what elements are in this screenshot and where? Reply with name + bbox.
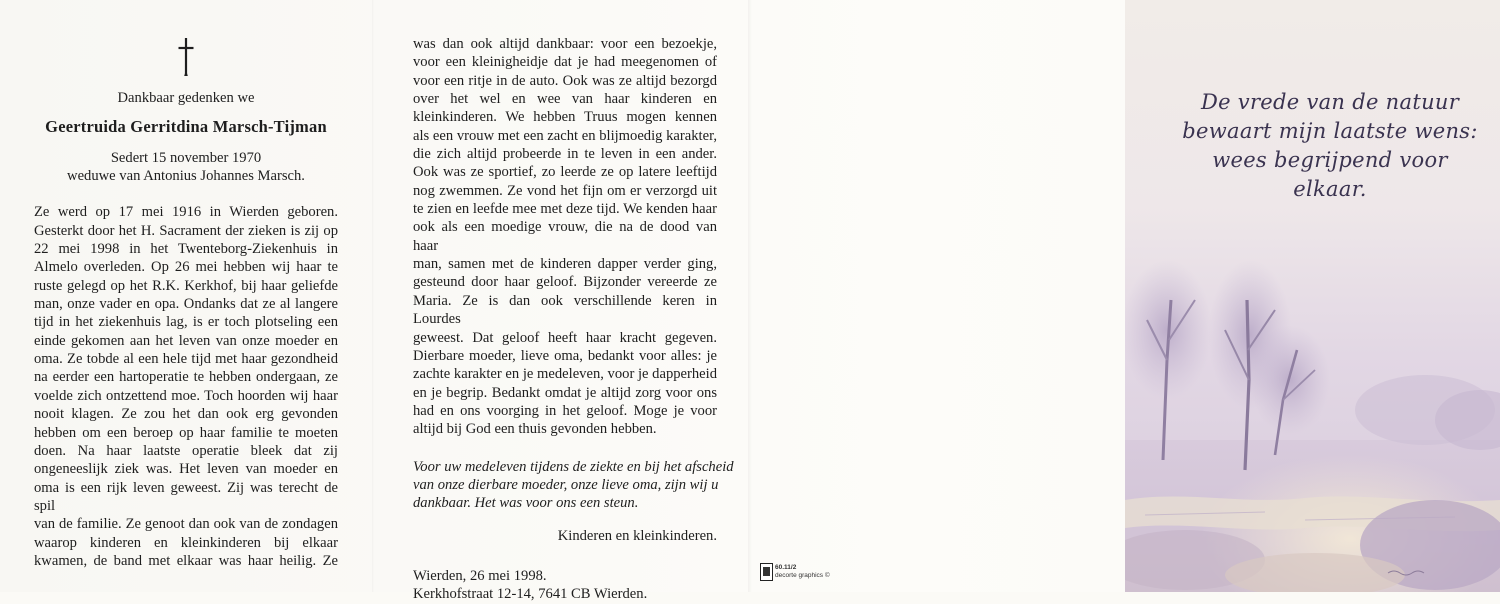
text-line: geweest. Dat geloof heeft haar kracht gegeven. (413, 329, 717, 346)
text-line: voor een ritje in de auto. Ook was ze altijd bezorgd (413, 72, 717, 89)
text-line: als een vrouw met een zacht en blijmoedig karakter, (413, 127, 717, 144)
left-panel (34, 89, 338, 570)
biography-text (34, 203, 338, 570)
text-line: voelde zich ontzettend moe. Toch hoorden wij haar (34, 387, 338, 404)
text-line: Ze werd op 17 mei 1916 in Wierden geboren. (34, 204, 338, 221)
signature: Kinderen en kleinkinderen. (557, 527, 717, 544)
address: Kerkhofstraat 12-14, 7641 CB Wierden. (413, 586, 648, 603)
intro-text: Dankbaar gedenken we (117, 90, 255, 106)
printer-code: 60.11/2 (775, 564, 797, 571)
text-line: over het wel en wee van haar kinderen en (413, 91, 717, 108)
printer-logo (760, 562, 840, 582)
cross-icon (176, 37, 196, 77)
text-line: man, samen met de kinderen dapper verder ging, (413, 256, 717, 273)
text-line: Almelo overleden. Op 26 mei hebben wij haar te (34, 259, 338, 276)
text-line: van de familie. Ze genoot dan ook van de zondagen (34, 516, 338, 533)
text-line: Dierbare moeder, lieve oma, bedankt voor alles: je (413, 347, 717, 364)
status-line: weduwe van Antonius Johannes Marsch. (67, 168, 305, 185)
text-line: ongeneeslijk ziek was. Het leven van moeder en (34, 461, 338, 478)
middle-panel (413, 35, 734, 604)
text-line: man, onze vader en opa. Ondanks dat ze al langere (34, 296, 338, 313)
poem-line: wees begrijpend voor elkaar. (1212, 148, 1448, 201)
biography-text (413, 35, 717, 439)
printer-brand: decorte graphics © (775, 572, 830, 579)
place-date: Wierden, 26 mei 1998. (413, 567, 547, 584)
text-line: Gesterkt door het H. Sacrament der zieken is zij op (34, 222, 338, 239)
text-line: oma. Ze tobde al een hele tijd met haar gezondheid (34, 351, 338, 368)
text-line: zachte karakter en je medeleven, voor je dapperheid (413, 366, 717, 383)
text-line: had en ons voorging in het geloof. Moge je voor (413, 402, 717, 419)
text-line: hebben om een beroep op haar familie te moeten (34, 424, 338, 441)
text-line: ook als een moedige vrouw, die na de dood van haar (413, 219, 717, 254)
text-line: tijd in het ziekenhuis lag, is er toch plotseling een (34, 314, 338, 331)
poem (1180, 88, 1480, 204)
fold-line (748, 0, 752, 592)
thanks-text (413, 458, 734, 513)
text-line: te zien en leefde mee met deze tijd. We kenden haar (413, 201, 717, 218)
text-line: gesteund door haar geloof. Bijzonder vereerde ze (413, 274, 717, 291)
text-line: was dan ook altijd dankbaar: voor een bezoekje, (413, 36, 717, 52)
text-line: ruste gelegd op het R.K. Kerkhof, bij haar geliefde (34, 277, 338, 294)
text-line: kwamen, de band met elkaar was haar heilig. Ze (34, 552, 338, 569)
deceased-name: Geertruida Gerritdina Marsch-Tijman (45, 117, 327, 137)
text-line: en je begrip. Bedankt omdat je altijd zorg voor ons (413, 384, 717, 401)
text-line: waarop kinderen en kleinkinderen bij elkaar (34, 534, 338, 551)
printer-logo-icon (760, 563, 773, 581)
text-line: kleinkinderen. We hebben Truus mogen kennen (413, 109, 717, 126)
text-line: voor een kleinigheidje dat je had meegenomen of (413, 54, 717, 71)
poem-line: De vrede van de natuur (1200, 90, 1460, 114)
text-line: einde gekomen aan het leven van onze moeder en (34, 332, 338, 349)
text-line: nog zwemmen. Ze vond het fijn om er verzorgd uit (413, 182, 717, 199)
status-line: Sedert 15 november 1970 (110, 149, 262, 166)
text-line: na eerder een hartoperatie te hebben ondergaan, ze (34, 369, 338, 386)
text-line: Ook was ze sportief, zo leerde ze op latere leeftijd (413, 164, 717, 181)
fold-line (372, 0, 374, 592)
text-line: nooit klagen. Ze zou het dan ook erg gevonden (34, 406, 338, 423)
text-line: altijd bij God een thuis gevonden hebben. (413, 421, 657, 438)
text-line: doen. Na haar laatste operatie bleek dat zij (34, 442, 338, 459)
text-line: die zich altijd probeerde in te leven in een ander. (413, 146, 717, 163)
text-line: Voor uw medeleven tijdens de ziekte en bij het afscheid (413, 458, 734, 475)
poem-line: bewaart mijn laatste wens: (1182, 119, 1478, 143)
text-line: oma is een rijk leven geweest. Zij was terecht de spil (34, 479, 338, 514)
text-line: van onze dierbare moeder, onze lieve oma, zijn wij u (413, 476, 719, 493)
text-line: Maria. Ze is dan ook verschillende keren in Lourdes (413, 292, 717, 328)
text-line: 22 mei 1998 in het Twenteborg-Ziekenhuis in (34, 241, 338, 258)
text-line: dankbaar. Het was voor ons een steun. (413, 495, 639, 512)
